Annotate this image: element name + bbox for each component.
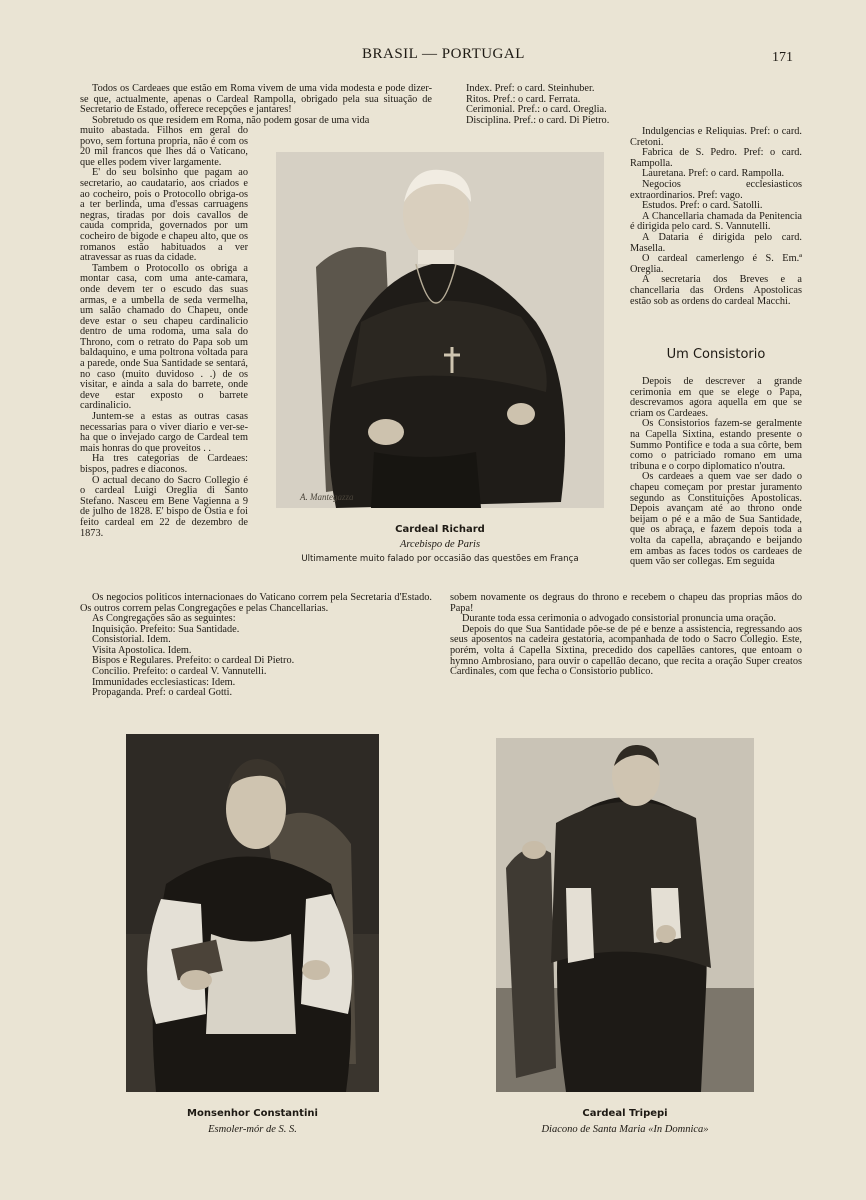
list-item: Cerimonial. Pref.: o card. Oreglia.: [466, 104, 607, 116]
section-title: Um Consistorio: [666, 347, 766, 362]
paragraph: Sobretudo os que residem em Roma, não podem gosar de uma vida: [92, 114, 370, 126]
list-item: Negocios ecclesiasticos extraordinarios. Pref: vago.: [630, 178, 802, 201]
list-item: Indulgencias e Reliquias. Pref: o card. Cretoni.: [630, 126, 802, 148]
paragraph: Os negocios politicos internacionaes do Vaticano correm pela Secretaria d'Estado. Os outros correm pelas Congregações e pelas Chancellarias.: [80, 592, 432, 614]
paragraph: Depois de descrever a grande cerimonia em que se elege o Papa, descrevamos agora aquella em que se criam os Cardeaes.: [630, 376, 802, 419]
paragraph: Ha tres categorias de Cardeaes: bispos, padres e diaconos.: [80, 453, 248, 475]
list-item: Propaganda. Pref: o cardeal Gotti.: [92, 687, 233, 699]
paragraph: Os cardeaes a quem vae ser dado o chapeu começam por prestar juramento segundo as Constituições Apostolicas. Depois avançam até ao throno onde beijam o pé e a mão de Sua Santidade, que os abraça, e fazem depois toda a volta da capella, abraçando e beijando em ambas as faces todos os cardeaes de quem vão ser collegas. Em seguida: [630, 471, 802, 568]
caption-name: Cardeal Richard: [395, 524, 485, 535]
photo-cardeal-tripepi: [496, 738, 754, 1092]
caption-name: Monsenhor Constantini: [187, 1108, 318, 1119]
paragraph: Depois do que Sua Santidade põe-se de pé e benze a assistencia, regressando aos seus aposentos na cadeira gestatoria, acompanhada de todo o Sacro Collegio. Este, porém, volta á Capella Sixtina, precedido dos capellães cantores, que entoam o hymno Ambrosiano, para ouvir o capellão decano, que recita a oração Super creatos Cardinales, com que fecha o Consistorio publico.: [450, 623, 802, 678]
photographer-signature: A. Mantegazza: [300, 492, 354, 502]
caption-note: Ultimamente muito falado por occasião das questões em França: [301, 554, 579, 564]
paragraph: muito abastada. Filhos em geral do povo, sem fortuna propria, não é com os 20 mil francos que lhes dá o Vaticano, que elles podem viver largamente.: [80, 125, 248, 168]
photo-cardeal-richard: [276, 152, 604, 508]
list-item: A secretaria dos Breves e a chancellaria das Ordens Apostolicas estão sob as ordens do cardeal Macchi.: [630, 274, 802, 307]
intro-text: [80, 84, 432, 126]
consistorio-text: [630, 377, 802, 568]
cardinals-life-text: [80, 126, 248, 539]
page-number: 171: [772, 50, 793, 65]
paragraph: sobem novamente os degraus do throno e recebem o chapeu das proprias mãos do Papa!: [450, 592, 802, 614]
paragraph: E' do seu bolsinho que pagam ao secretario, ao caudatario, aos criados e ao cocheiro, pois o Protocollo obriga-os a ter berlinda, uma d'essas carruagens negras, tiradas por dois cavallos de cauda comprida, governados por um cocheiro de bigode e chapeu alto, que os romanos estão habituados a ver atravessar as ruas da cidade.: [80, 167, 248, 264]
paragraph: Juntem-se a estas as outras casas necessarias para o viver diario e ver-se-ha que o invejado cargo de Cardeal tem mais honras do que proveitos . .: [80, 411, 248, 454]
list-item: Concilio. Prefeito: o cardeal V. Vannutelli.: [92, 665, 267, 677]
list-item: Visita Apostolica. Idem.: [92, 644, 192, 656]
paragraph: O actual decano do Sacro Collegio é o cardeal Luigi Oreglia di Santo Stefano. Nasceu em Bene Vagienna a 9 de julho de 1828. E' bispo de Ostia e foi feito cardeal em 22 de dezembro de 1873.: [80, 474, 248, 539]
list-item: Lauretana. Pref: o card. Rampolla.: [642, 168, 785, 180]
list-item: Index. Pref: o card. Steinhuber.: [466, 83, 595, 94]
caption-role: Diacono de Santa Maria «In Domnica»: [541, 1124, 709, 1135]
paragraph: Todos os Cardeaes que estão em Roma vivem de uma vida modesta e pode dizer-se que, actualmente, apenas o Cardeal Rampolla, obrigado pela sua situação de Secretario de Estado, offerece recepções e jantares!: [80, 83, 432, 116]
photo-monsenhor-constantini: [126, 734, 379, 1092]
list-item: A Dataria é dirigida pelo card. Masella.: [630, 231, 802, 254]
paragraph: Durante toda essa cerimonia o advogado consistorial pronuncia uma oração.: [462, 613, 776, 625]
list-item: Immunidades ecclesiasticas: Idem.: [92, 676, 236, 688]
chancelleries-text: [630, 127, 802, 307]
list-item: Bispos e Regulares. Prefeito: o cardeal Di Pietro.: [92, 655, 295, 667]
caption-role: Esmoler-mór de S. S.: [208, 1124, 297, 1135]
caption-name: Cardeal Tripepi: [582, 1108, 668, 1119]
congregations-text: [80, 593, 432, 614]
paragraph: Tambem o Protocollo os obriga a montar casa, com uma ante-camara, onde devem ter o escudo das suas armas, e a umbella de seda vermelha, um salão chamado do Chapeu, onde deve estar o seu chapeu cardinalicio dentro de uma rodoma, uma sala do Throno, com o retrato do Papa sob um baldaquino, e uma poltrona voltada para a parede, onde Sua Santidade se sentará, no caso (muito duvidoso . .) de os visitar, e ainda a sala do barrete, onde deve estar exposto o barrete cardinalicio.: [80, 262, 248, 412]
caption-role: Arcebispo de Paris: [399, 539, 481, 550]
page-title: BRASIL — PORTUGAL: [362, 46, 525, 62]
list-item: As Congregações são as seguintes:: [92, 613, 236, 624]
list-item: Disciplina. Pref.: o card. Di Pietro.: [466, 114, 610, 126]
list-item: Fabrica de S. Pedro. Pref: o card. Rampolla.: [630, 147, 802, 169]
page-header: [0, 46, 866, 66]
list-item: Inquisição. Prefeito: Sua Santidade.: [92, 623, 240, 635]
congregations-list-continued: [466, 84, 646, 126]
congregations-list: [92, 614, 432, 699]
consistorio-text-continued: [450, 593, 802, 678]
list-item: Estudos. Pref: o card. Satolli.: [642, 200, 763, 212]
list-item: Consistorial. Idem.: [92, 634, 171, 646]
list-item: A Chancellaria chamada da Penitencia é dirigida pelo card. S. Vannutelli.: [630, 210, 802, 233]
list-item: Ritos. Pref.: o card. Ferrata.: [466, 93, 581, 105]
list-item: O cardeal camerlengo é S. Em.ª Oreglia.: [630, 253, 802, 275]
paragraph: Os Consistorios fazem-se geralmente na Capella Sixtina, estando presente o Summo Pontifice e toda a sua côrte, bem como o patriciado romano em uma tribuna e o corpo diplomatico n'outra.: [630, 418, 802, 472]
